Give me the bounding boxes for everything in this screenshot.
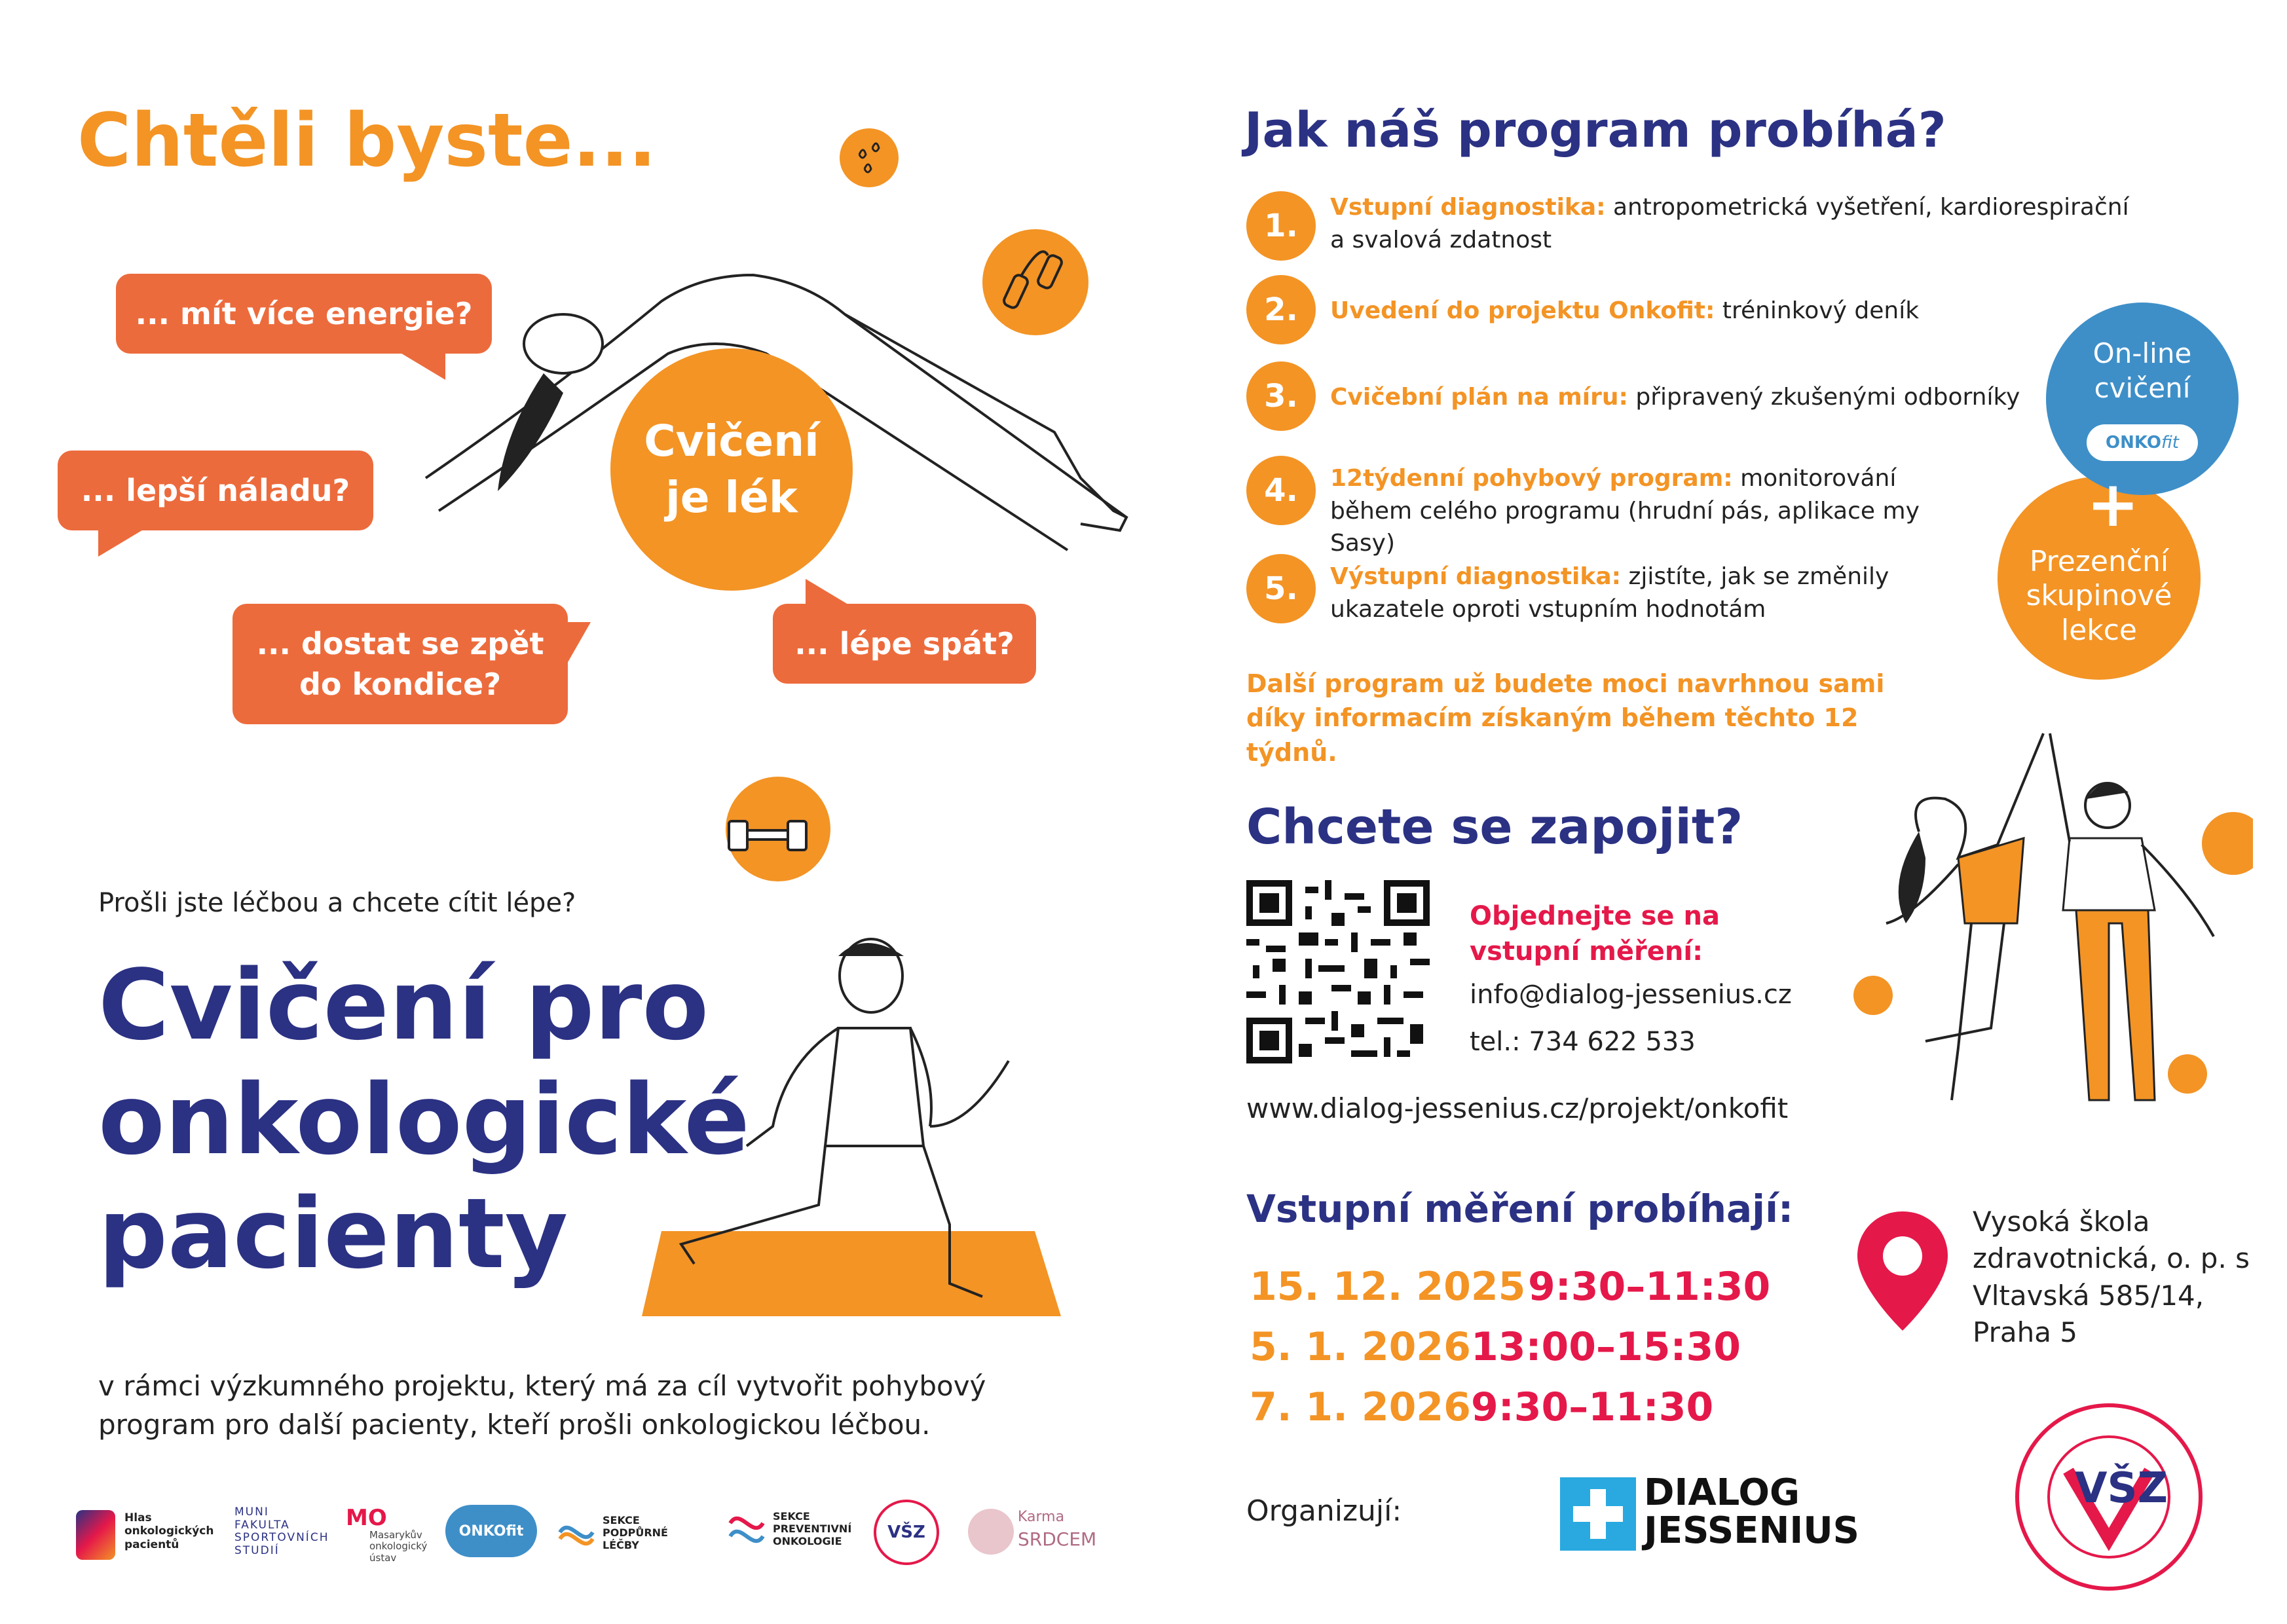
bubble-energy-text: ... mít více energie? — [135, 295, 473, 331]
step-5-title: Výstupní diagnostika: — [1330, 563, 1622, 590]
partner-logo-preventivni — [727, 1506, 865, 1559]
bubble-mood-text: ... lepší náladu? — [81, 472, 350, 508]
onkofit-logo-text: ONKOfit — [458, 1522, 524, 1540]
step-5-detail: zjistíte, jak se změnily ukazatele oproti vstupním hodnotám — [1330, 563, 1889, 623]
partner-logo-podpurne — [557, 1510, 707, 1556]
time-2: 13:00–15:30 — [1471, 1324, 1741, 1370]
bubble-mood-tail — [98, 529, 144, 557]
partner-logo-mou — [346, 1505, 431, 1564]
dumbbell-icon — [726, 777, 830, 881]
online-exercise-text: On-line cvičení — [2092, 337, 2192, 404]
partner-logo-karma — [968, 1504, 1097, 1562]
project-website[interactable]: www.dialog-jessenius.cz/projekt/onkofit — [1246, 1092, 1789, 1124]
step-1-text — [1330, 191, 2142, 256]
location-pin-icon — [1853, 1209, 1952, 1333]
step-3-detail: připravený zkušenými odborníky — [1627, 384, 2020, 411]
step-4-detail: monitorování během celého programu (hrudní pás, aplikace my Sasy) — [1330, 465, 1920, 557]
step-2-number: 2. — [1246, 275, 1316, 344]
step-2-detail: tréninkový deník — [1715, 297, 1920, 324]
karma-heart-icon — [968, 1509, 1014, 1555]
bubble-energy — [116, 274, 492, 354]
dialog-line-2: JESSENIUS — [1644, 1509, 1859, 1552]
step-3-text — [1330, 381, 2142, 414]
dialog-line-1: DIALOG — [1644, 1471, 1800, 1514]
partner-logo-onkofit — [445, 1505, 537, 1557]
step-4 — [1246, 456, 2144, 557]
karma-line-1: Karma — [1018, 1509, 1065, 1525]
address: Vysoká škola zdravotnická, o. p. s Vltavská 585/14, Praha 5 — [1973, 1206, 2250, 1348]
project-description: v rámci výzkumného projektu, který má za cíl vytvořit pohybový program pro další pacienty, kteří prošli onkologickou léčbou. — [98, 1370, 986, 1441]
step-3-number: 3. — [1246, 361, 1316, 431]
step-5-number: 5. — [1246, 554, 1316, 623]
step-1-detail: antropometrická vyšetření, kardiorespirační a svalová zdatnost — [1330, 194, 2129, 253]
order-title: Objednejte se na vstupní měření: — [1470, 901, 1720, 967]
date-row-1 — [1250, 1264, 1770, 1310]
bubble-fitness — [232, 604, 568, 724]
time-3: 9:30–11:30 — [1471, 1384, 1714, 1430]
date-row-2 — [1250, 1324, 1741, 1370]
vsz-small-text: VŠZ — [887, 1522, 925, 1542]
high-five-couple-illustration — [1847, 727, 2253, 1120]
measurements-heading: Vstupní měření probíhají: — [1246, 1187, 1794, 1231]
lunging-man-illustration — [642, 930, 1074, 1336]
bubble-sleep — [773, 604, 1036, 684]
exercise-is-medicine-text: Cvičení je lék — [644, 416, 819, 523]
mou-logo-text: Masarykův onkologický ústav — [369, 1529, 428, 1564]
bubble-fitness-text: ... dostat se zpět do kondice? — [256, 625, 544, 702]
dialog-jessenius-logo — [1560, 1471, 1868, 1560]
step-3-title: Cvičební plán na míru: — [1330, 384, 1628, 411]
step-5-text — [1330, 561, 1952, 625]
onkofit-badge — [2087, 424, 2198, 461]
main-title-line-2: onkologické — [98, 1063, 750, 1176]
podpurne-logo-icon — [557, 1513, 596, 1552]
main-title-line-1: Cvičení pro — [98, 949, 709, 1061]
preventivni-logo-text: SEKCE PREVENTIVNÍ ONKOLOGIE — [773, 1510, 852, 1548]
date-3: 7. 1. 2026 — [1250, 1384, 1471, 1430]
date-row-3 — [1250, 1384, 1713, 1430]
step-1-number: 1. — [1246, 191, 1316, 261]
date-1: 15. 12. 2025 — [1250, 1264, 1526, 1310]
group-lessons-text: Prezenční skupinové lekce — [2026, 544, 2172, 648]
bubble-sleep-tail — [806, 579, 851, 606]
program-heading: Jak náš program probíhá? — [1244, 102, 1946, 158]
next-program-note: Další program už budete moci navrhnou sami díky informacím získaným během těchto 12 týdnů. — [1246, 669, 1885, 767]
contact-email[interactable]: info@dialog-jessenius.cz — [1470, 980, 1792, 1010]
contact-phone[interactable]: tel.: 734 622 533 — [1470, 1027, 1696, 1057]
step-4-title: 12týdenní pohybový program: — [1330, 465, 1733, 492]
step-4-number: 4. — [1246, 456, 1316, 525]
vsz-initials: VŠZ — [2075, 1464, 2168, 1513]
step-2-text — [1330, 295, 2142, 327]
karma-line-2: SRDCEM — [1018, 1528, 1097, 1550]
mou-logo-mark: MO — [346, 1505, 387, 1531]
partner-logo-muni: MUNI FAKULTA SPORTOVNÍCH STUDIÍ — [234, 1505, 329, 1557]
step-4-text — [1330, 462, 1985, 560]
bubble-energy-tail — [400, 352, 445, 380]
step-3 — [1246, 361, 2144, 434]
bubble-mood — [58, 451, 373, 530]
preventivni-logo-icon — [727, 1510, 766, 1549]
date-2: 5. 1. 2026 — [1250, 1324, 1471, 1370]
vsz-logo — [2011, 1399, 2207, 1595]
drops-icon — [840, 128, 899, 187]
partner-logo-hlas — [76, 1504, 214, 1562]
onkofit-badge-brand: ONKO — [2106, 433, 2161, 452]
dialog-cross-icon — [1560, 1477, 1636, 1551]
bubble-sleep-text: ... lépe spát? — [794, 625, 1014, 661]
join-heading: Chcete se zapojit? — [1246, 799, 1743, 855]
onkofit-badge-fit: fit — [2161, 433, 2179, 452]
step-2-title: Uvedení do projektu Onkofit: — [1330, 297, 1715, 324]
time-1: 9:30–11:30 — [1528, 1264, 1771, 1310]
organizers-label: Organizují: — [1246, 1494, 1402, 1528]
online-exercise-circle — [2046, 303, 2239, 495]
plus-sign: + — [2087, 468, 2140, 541]
partner-logo-vsz — [874, 1500, 939, 1565]
step-2 — [1246, 275, 2144, 347]
exercise-is-medicine-circle — [610, 348, 853, 591]
step-1-title: Vstupní diagnostika: — [1330, 194, 1606, 221]
qr-code[interactable] — [1246, 880, 1430, 1063]
bubble-fitness-tail — [565, 622, 591, 668]
intro-question: Prošli jste léčbou a chcete cítit lépe? — [98, 888, 576, 918]
hlas-logo-text: Hlas onkologických pacientů — [124, 1511, 214, 1551]
main-title-line-3: pacienty — [98, 1177, 568, 1291]
podpurne-logo-text: SEKCE PODPŮRNÉ LÉČBY — [603, 1514, 668, 1552]
headline: Chtěli byste... — [77, 98, 657, 183]
hlas-logo-icon — [76, 1510, 115, 1560]
step-1 — [1246, 191, 2144, 263]
